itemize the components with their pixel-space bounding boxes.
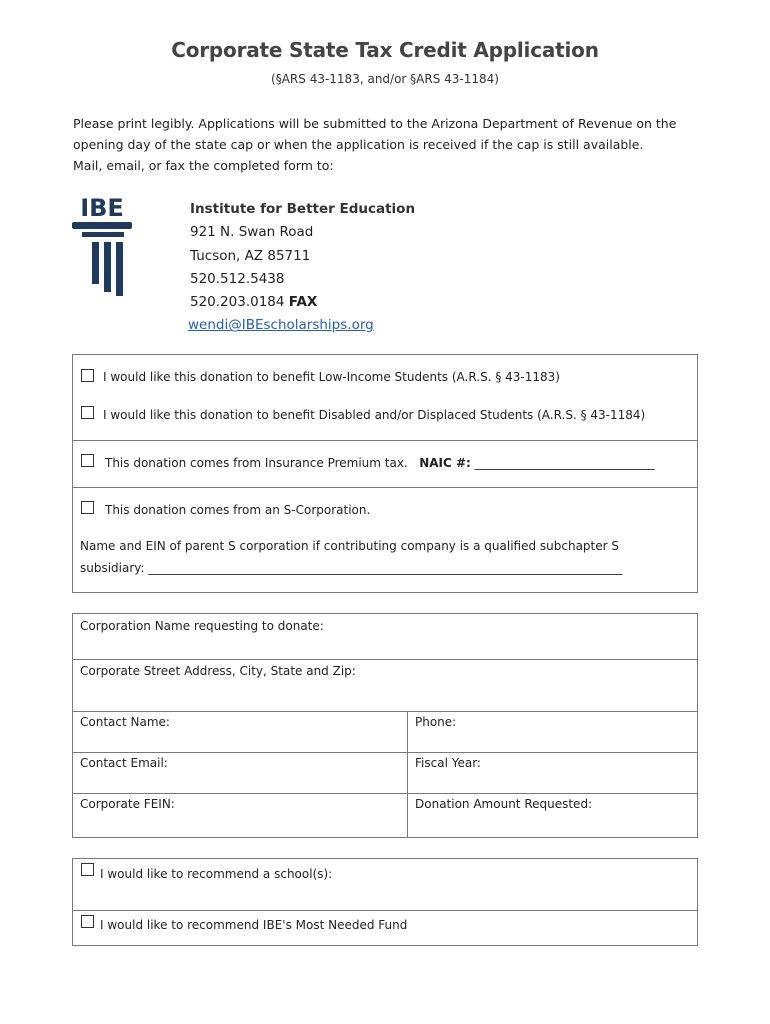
org-email-link[interactable]: wendi@IBEscholarships.org xyxy=(188,317,374,334)
corporate-address-field[interactable]: Corporate Street Address, City, State and Zip: xyxy=(80,664,356,678)
naic-label: NAIC #: xyxy=(419,456,471,470)
naic-input[interactable]: ______________________________ xyxy=(474,456,655,470)
insurance-premium-checkbox[interactable] xyxy=(81,454,94,467)
org-phone: 520.512.5438 xyxy=(190,270,285,287)
logo-text: IBE xyxy=(80,194,124,222)
fax-label: FAX xyxy=(288,294,318,311)
donation-type-section xyxy=(72,354,698,593)
org-contact-block xyxy=(190,198,415,338)
org-name: Institute for Better Education xyxy=(190,201,416,217)
page-title: Corporate State Tax Credit Application xyxy=(171,38,599,62)
recommend-fund-checkbox[interactable] xyxy=(81,915,94,928)
ibe-logo xyxy=(70,192,134,302)
instructions-line: opening day of the state cap or when the application is received if the cap is still available. xyxy=(73,137,644,152)
recommend-school-checkbox[interactable] xyxy=(81,863,94,876)
recommend-fund-label: I would like to recommend IBE's Most Needed Fund xyxy=(100,918,408,932)
instructions-line: Please print legibly. Applications will be submitted to the Arizona Department of Revenue on the xyxy=(73,116,677,131)
low-income-checkbox[interactable] xyxy=(81,369,94,382)
disabled-displaced-label: I would like this donation to benefit Disabled and/or Displaced Students (A.R.S. § 43-1184) xyxy=(103,408,646,422)
phone-field[interactable]: Phone: xyxy=(415,715,457,729)
recommendation-section xyxy=(72,858,698,946)
instructions xyxy=(73,113,703,176)
corporate-fein-field[interactable]: Corporate FEIN: xyxy=(80,797,175,811)
low-income-label: I would like this donation to benefit Low-Income Students (A.R.S. § 43-1183) xyxy=(103,370,560,384)
parent-s-corp-input[interactable]: subsidiary: _______________________________________________________________________________ xyxy=(80,561,623,575)
parent-s-corp-label: Name and EIN of parent S corporation if contributing company is a qualified subchapter S xyxy=(80,539,619,553)
fax-number: 520.203.0184 xyxy=(190,294,285,311)
org-fax xyxy=(190,291,415,314)
org-street: 921 N. Swan Road xyxy=(190,224,314,241)
recommend-school-label: I would like to recommend a school(s): xyxy=(100,867,333,881)
insurance-premium-row xyxy=(105,456,655,470)
insurance-premium-label: This donation comes from Insurance Premium tax. xyxy=(105,456,408,470)
page-subtitle: (§ARS 43-1183, and/or §ARS 43-1184) xyxy=(271,72,499,86)
disabled-displaced-checkbox[interactable] xyxy=(81,406,94,419)
corporation-name-field[interactable]: Corporation Name requesting to donate: xyxy=(80,619,324,633)
fiscal-year-field[interactable]: Fiscal Year: xyxy=(415,756,481,770)
corporation-info-section xyxy=(72,613,698,838)
s-corporation-checkbox[interactable] xyxy=(81,501,94,514)
contact-email-field[interactable]: Contact Email: xyxy=(80,756,168,770)
donation-amount-field[interactable]: Donation Amount Requested: xyxy=(415,797,593,811)
contact-name-field[interactable]: Contact Name: xyxy=(80,715,170,729)
instructions-line: Mail, email, or fax the completed form to: xyxy=(73,158,334,173)
org-city: Tucson, AZ 85711 xyxy=(190,247,311,264)
s-corporation-label: This donation comes from an S-Corporation. xyxy=(105,503,371,517)
